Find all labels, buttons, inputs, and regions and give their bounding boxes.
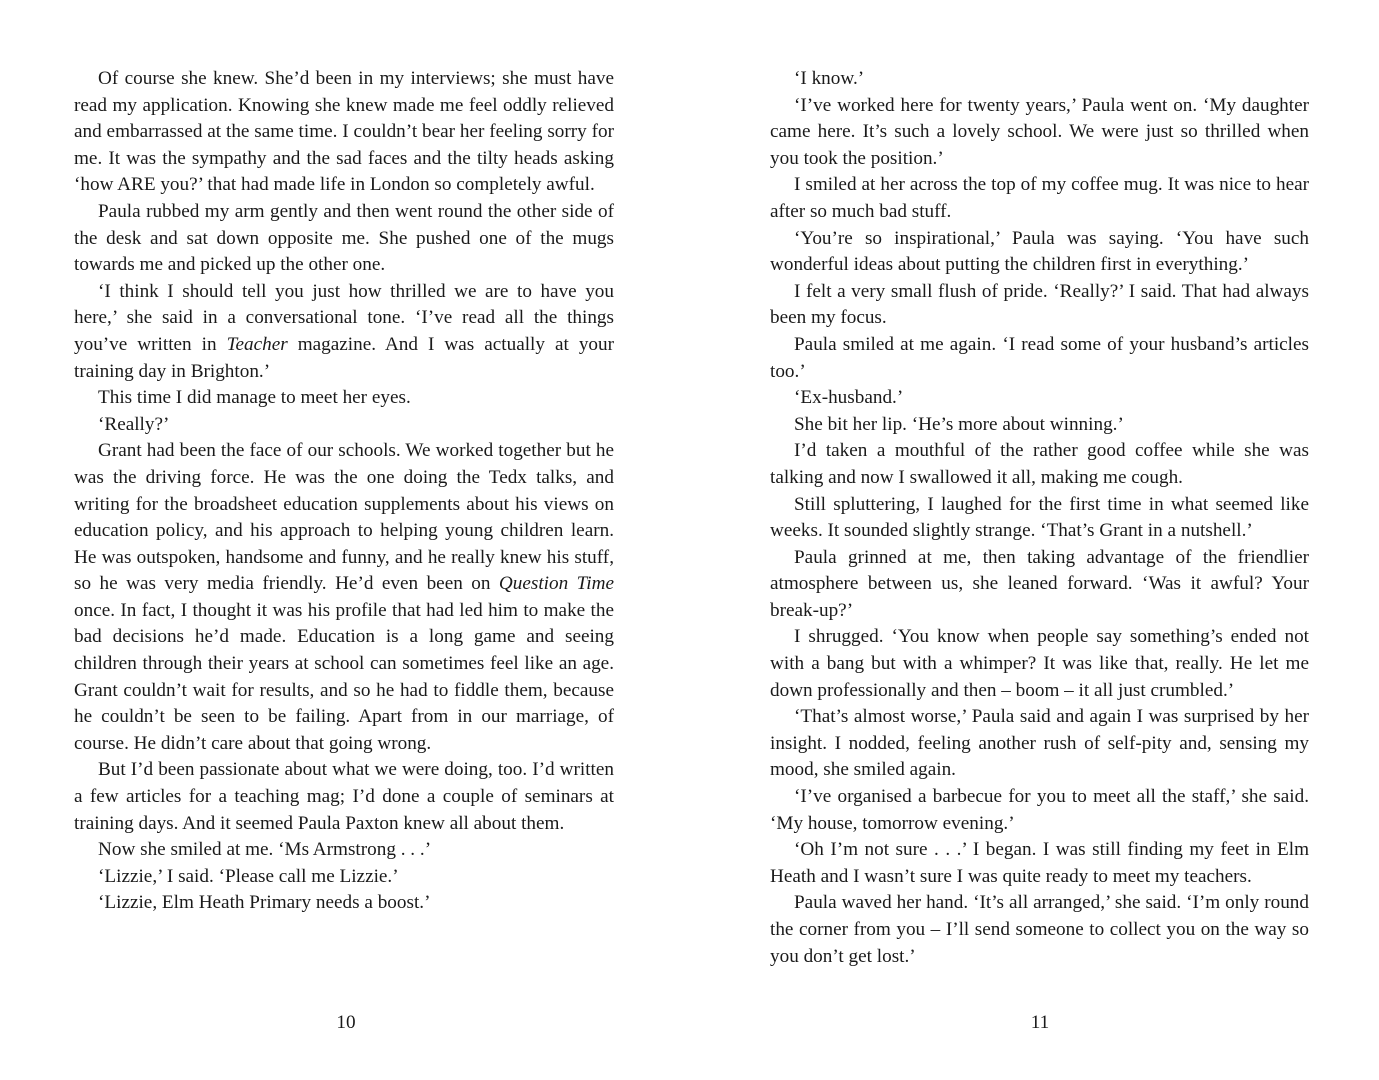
paragraph: ‘Really?’ [98, 413, 170, 435]
paragraph: Of course she knew. She’d been in my interviews; she must have read my application. Knowing she knew made me feel oddly relieved and embarrassed at the same time. I couldn’t bear her feeling sorry for me. It was the sympathy and the sad faces and the tilty heads asking ‘how ARE you?’ that had made life in London so completely awful. [74, 68, 614, 196]
paragraph: I’d taken a mouthful of the rather good coffee while she was talking and now I swallowed it all, making me cough. [770, 440, 1309, 488]
paragraph: ‘Lizzie,’ I said. ‘Please call me Lizzie.’ [98, 865, 399, 887]
paragraph: ‘I’ve organised a barbecue for you to meet all the staff,’ she said. ‘My house, tomorrow evening.’ [770, 786, 1309, 834]
paragraph: ‘Oh I’m not sure . . .’ I began. I was still finding my feet in Elm Heath and I wasn’t sure I was quite ready to meet my teachers. [770, 839, 1309, 887]
paragraph: This time I did manage to meet her eyes. [98, 387, 411, 409]
paragraph: She bit her lip. ‘He’s more about winning.’ [794, 413, 1124, 435]
paragraph: But I’d been passionate about what we were doing, too. I’d written a few articles for a teaching mag; I’d done a couple of seminars at training days. And it seemed Paula Paxton knew all about them. [74, 759, 614, 834]
paragraph: ‘I think I should tell you just how thrilled we are to have you here,’ she said in a conversational tone. ‘I’ve read all the things you’ve written in Teacher magazine. And I was actually at your training day in Brighton.’ [74, 280, 614, 382]
left-page-text [74, 66, 614, 917]
paragraph: ‘That’s almost worse,’ Paula said and again I was surprised by her insight. I nodded, feeling another rush of self-pity and, sensing my mood, she smiled again. [770, 706, 1309, 781]
paragraph: ‘I’ve worked here for twenty years,’ Paula went on. ‘My daughter came here. It’s such a lovely school. We were just so thrilled when you took the position.’ [770, 94, 1309, 169]
paragraph: ‘You’re so inspirational,’ Paula was saying. ‘You have such wonderful ideas about putting the children first in everything.’ [770, 227, 1309, 276]
italic-title: Question Time [498, 573, 614, 595]
paragraph: ‘Ex-husband.’ [794, 387, 904, 409]
paragraph: Still spluttering, I laughed for the first time in what seemed like weeks. It sounded slightly strange. ‘That’s Grant in a nutshell.’ [770, 493, 1309, 542]
paragraph: Paula grinned at me, then taking advantage of the friendlier atmosphere between us, she leaned forward. ‘Was it awful? Your break-up?’ [770, 546, 1309, 621]
paragraph: ‘I know.’ [794, 68, 865, 89]
paragraph: Grant had been the face of our schools. We worked together but he was the driving force. He was the one doing the Tedx talks, and writing for the broadsheet education supplements about his views on education policy, and his approach to helping young children learn. He was outspoken, handsome and funny, and he really knew his stuff, so he was very media friendly. He’d even been on Question Time once. In fact, I thought it was his profile that had led him to make the bad decisions he’d made. Education is a long game and seeing children through their years at school can sometimes feel like an age. Grant couldn’t wait for results, and so he had to fiddle them, because he couldn’t be seen to be failing. Apart from in our marriage, of course. He didn’t care about that going wrong. [74, 440, 614, 754]
paragraph: I shrugged. ‘You know when people say something’s ended not with a bang but with a whimper? It was like that, really. He let me down professionally and then – boom – it all just crumbled.’ [770, 626, 1309, 701]
right-page [690, 0, 1379, 1080]
paragraph: Paula rubbed my arm gently and then went round the other side of the desk and sat down opposite me. She pushed one of the mugs towards me and picked up the other one. [74, 200, 614, 276]
right-page-text [770, 66, 1309, 970]
paragraph: ‘Lizzie, Elm Heath Primary needs a boost.’ [98, 892, 431, 914]
italic-title: Teacher [226, 333, 288, 355]
paragraph: Paula waved her hand. ‘It’s all arranged,’ she said. ‘I’m only round the corner from you – I’ll send someone to collect you on the way so you don’t get lost.’ [770, 892, 1309, 967]
paragraph: I smiled at her across the top of my coffee mug. It was nice to hear after so much bad stuff. [770, 174, 1309, 222]
paragraph: I felt a very small flush of pride. ‘Really?’ I said. That had always been my focus. [770, 280, 1309, 329]
page-number: 11 [1030, 1012, 1050, 1033]
paragraph: Paula smiled at me again. ‘I read some of your husband’s articles too.’ [770, 333, 1309, 382]
page-number: 10 [336, 1012, 356, 1033]
paragraph: Now she smiled at me. ‘Ms Armstrong . . .’ [98, 839, 432, 861]
